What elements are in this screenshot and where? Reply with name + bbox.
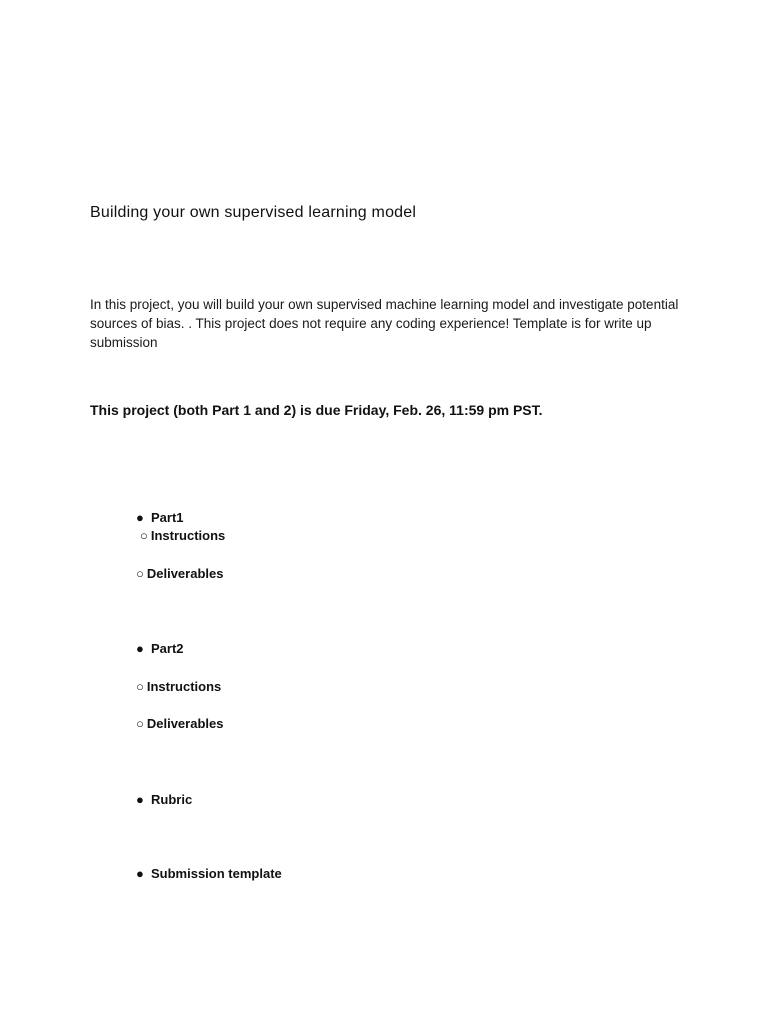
intro-paragraph: In this project, you will build your own supervised machine learning model and investigate potential sources of bias. . This project does not require any coding experience! Template is for write up submission: [90, 297, 679, 350]
bullet-icon: ●: [136, 510, 144, 525]
outline-item-submission-template: [136, 866, 282, 881]
due-date-notice: This project (both Part 1 and 2) is due Friday, Feb. 26, 11:59 pm PST.: [90, 402, 543, 418]
outline-subitem-part1-deliverables: [136, 566, 223, 581]
bullet-icon: ●: [136, 641, 144, 656]
bullet-icon: ●: [136, 792, 144, 807]
outline-subitem-label[interactable]: Deliverables: [146, 716, 224, 731]
outline-subitem-part2-instructions: [136, 679, 221, 694]
page-title: Building your own supervised learning model: [90, 204, 417, 221]
outline-subitem-label[interactable]: Instructions: [146, 679, 222, 694]
outline-item-part2: [136, 641, 184, 656]
outline-subitem-part2-deliverables: [136, 716, 223, 731]
outline-item-label[interactable]: Rubric: [151, 792, 193, 807]
bullet-icon: ●: [136, 866, 144, 881]
circle-bullet-icon: ○: [136, 716, 144, 731]
outline-item-label[interactable]: Submission template: [151, 866, 282, 881]
outline-subitem-label[interactable]: Deliverables: [146, 566, 224, 581]
circle-bullet-icon: ○: [140, 528, 148, 543]
circle-bullet-icon: ○: [136, 566, 144, 581]
outline-item-label[interactable]: Part2: [151, 641, 184, 656]
circle-bullet-icon: ○: [136, 679, 144, 694]
outline-subitem-part1-instructions: [140, 528, 225, 543]
outline-item-part1: [136, 510, 184, 525]
outline-item-label[interactable]: Part1: [151, 510, 184, 525]
outline-item-rubric: [136, 792, 192, 807]
outline-subitem-label[interactable]: Instructions: [150, 528, 226, 543]
